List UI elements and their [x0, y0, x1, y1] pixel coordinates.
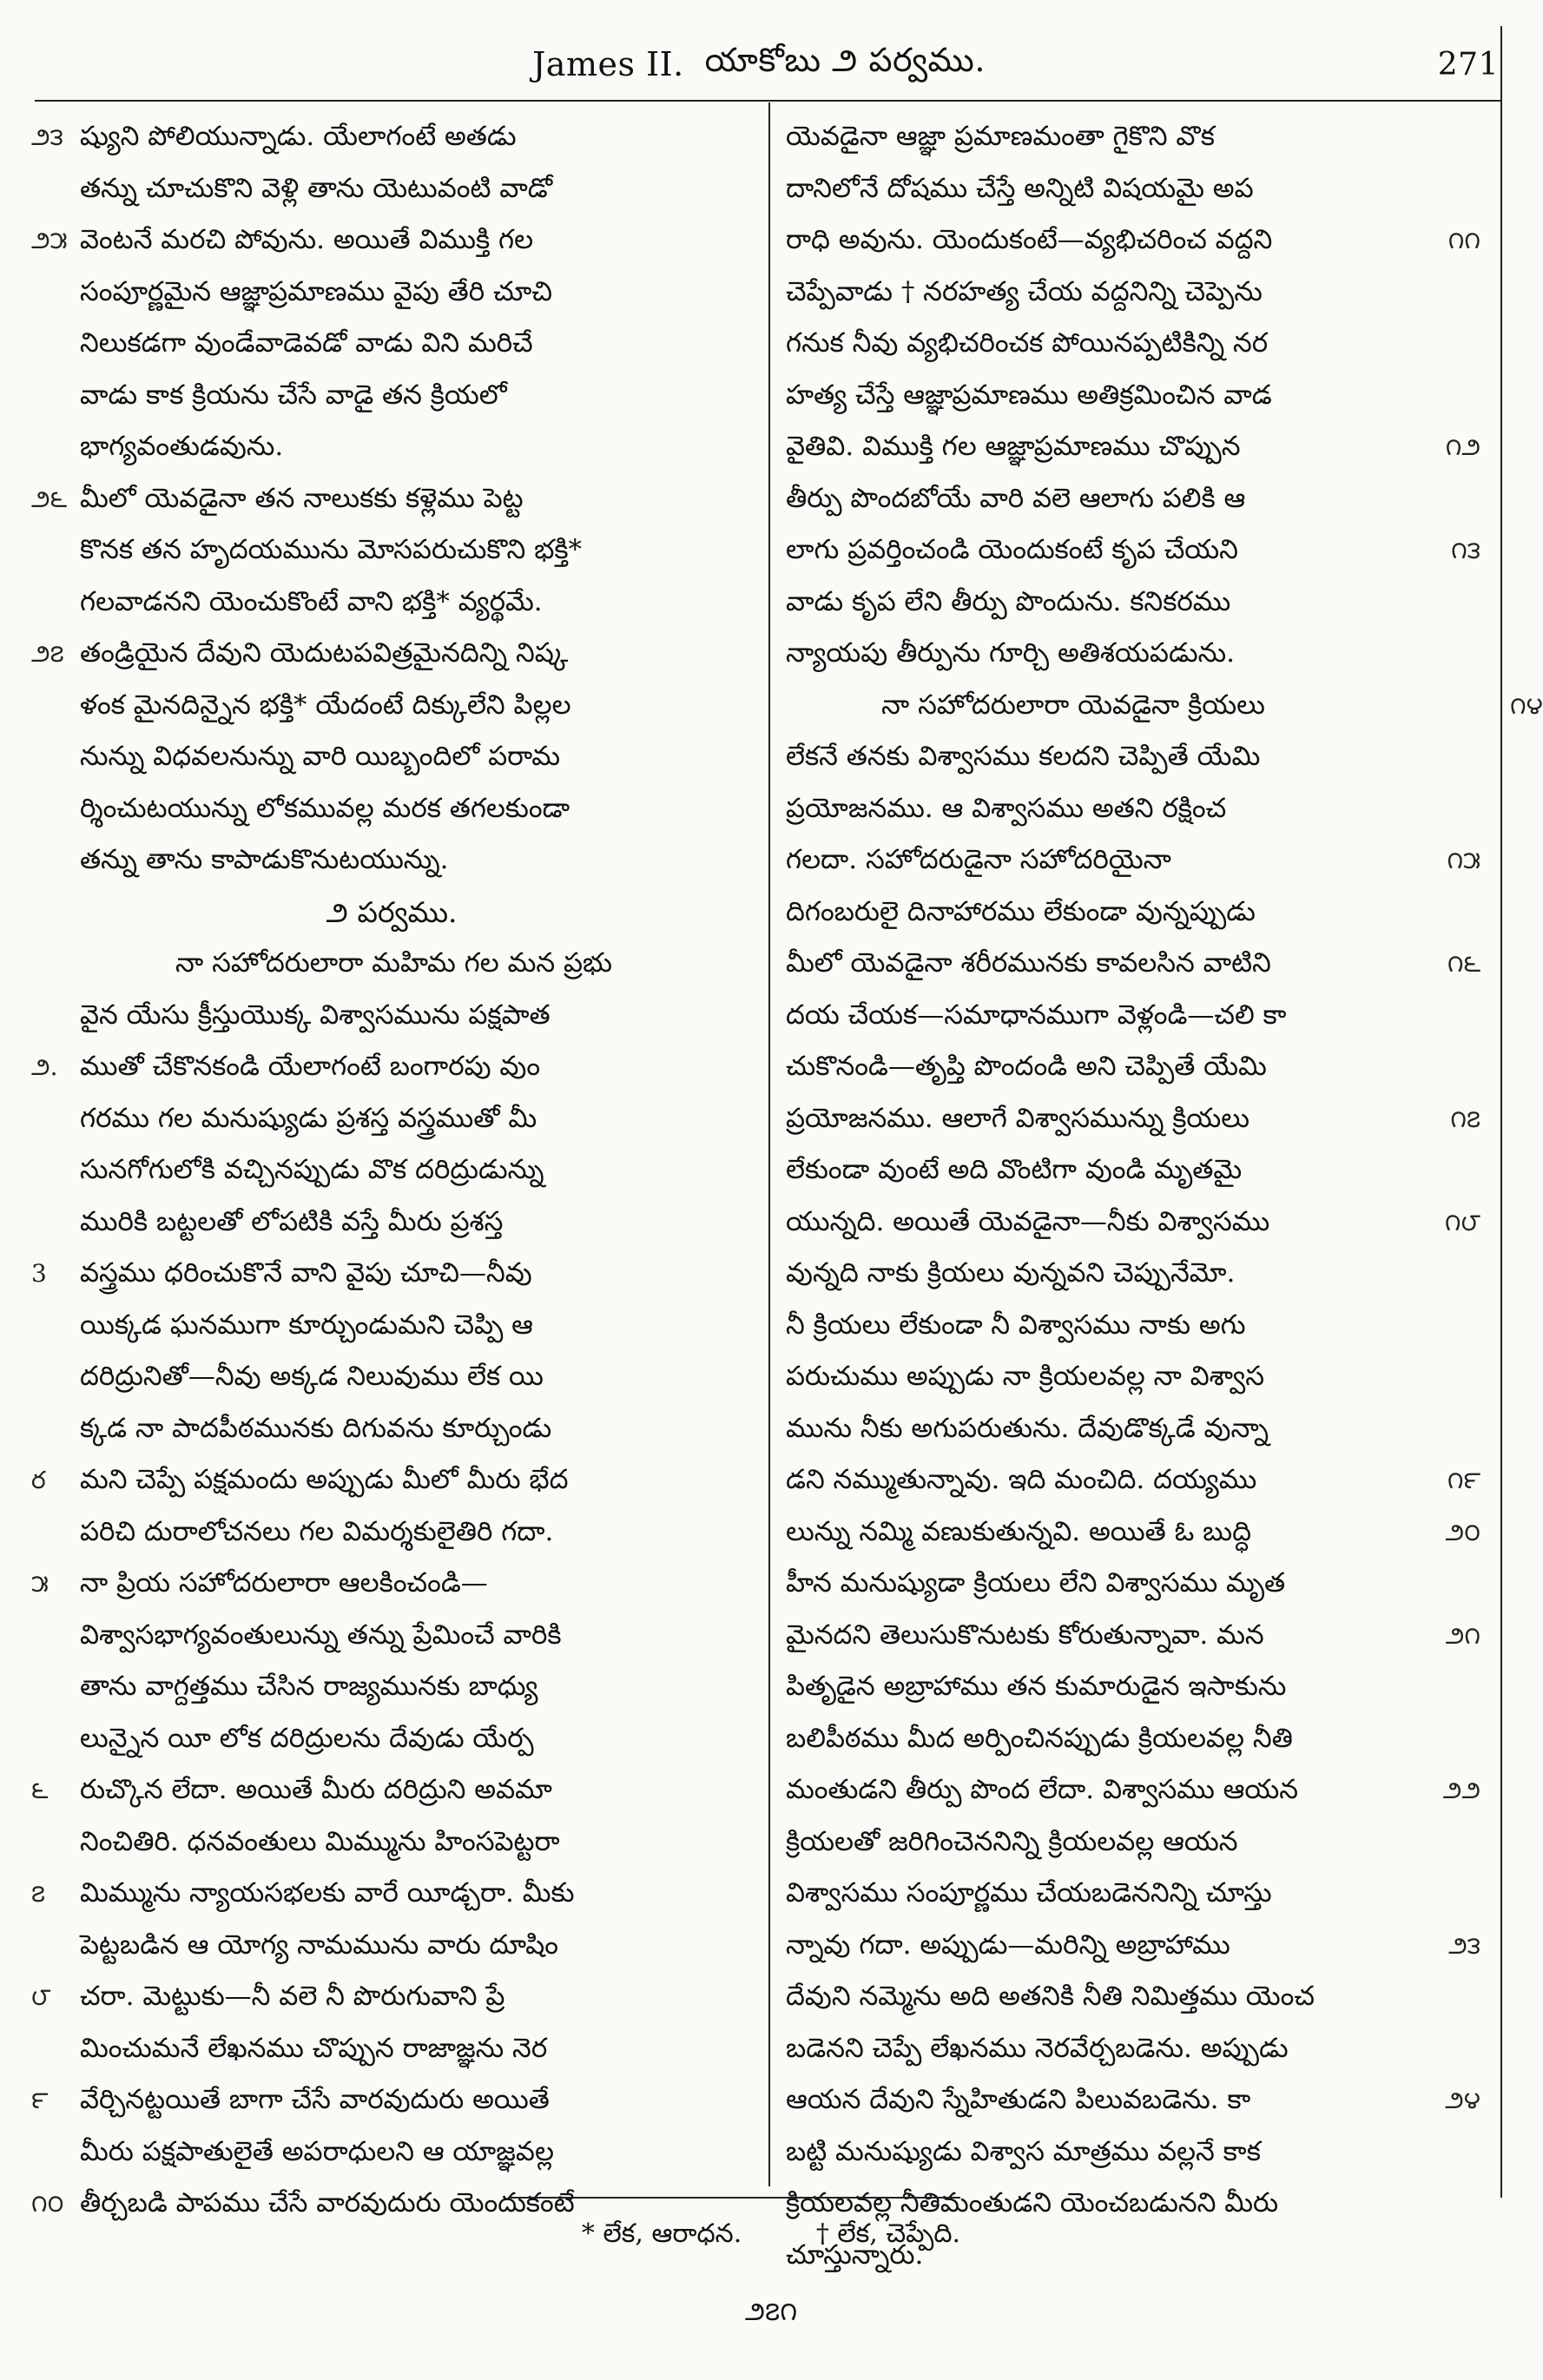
text-line	[786, 1041, 1480, 1093]
text-line	[786, 1300, 1480, 1352]
header-rule	[35, 100, 1502, 102]
text-line	[31, 1351, 752, 1403]
text-line	[786, 680, 1543, 732]
line-text: వాడు కాక క్రియను చేసే వాడై తన క్రియలో	[80, 379, 507, 411]
text-line	[31, 1506, 752, 1559]
text-line	[786, 1713, 1480, 1765]
line-text: మైనదని తెలుసుకొనుటకు కోరుతున్నావా. మన	[786, 1619, 1264, 1651]
line-text: లేకుండా వుంటే అది వొంటిగా వుండి మృతమై	[786, 1154, 1243, 1185]
text-line	[786, 2023, 1480, 2075]
line-text: బట్టి మనుష్యుడు విశ్వాస మాత్రము వల్లనే కాక	[786, 2135, 1261, 2167]
text-line	[31, 1041, 752, 1093]
line-text: హీన మనుష్యుడా క్రియలు లేని విశ్వాసము మృత	[786, 1567, 1286, 1599]
line-text: నా సహోదరులారా మహిమ గల మన ప్రభు	[175, 947, 613, 979]
line-text: వెంటనే మరచి పోవును. అయితే విముక్తి గల	[80, 224, 534, 255]
line-text: వస్త్రము ధరించుకొనే వాని వైపు చూచి—నీవు	[80, 1257, 532, 1289]
line-text: నీ క్రియలు లేకుండా నీ విశ్వాసము నాకు అగు	[786, 1309, 1246, 1341]
text-line	[786, 214, 1480, 267]
text-line	[786, 163, 1480, 215]
verse-number: ౨౧	[1445, 1620, 1480, 1650]
text-line	[31, 421, 752, 473]
line-text: గలదా. సహోదరుడైనా సహోదరియైనా	[786, 844, 1171, 875]
line-text: తీర్పు పొందబోయే వారి వలె ఆలాగు పలికి ఆ	[786, 482, 1246, 514]
text-line	[31, 1920, 752, 1972]
verse-number: ౬	[31, 1776, 49, 1804]
text-line	[786, 1197, 1480, 1249]
text-line	[31, 2023, 752, 2075]
verse-number: ౫	[31, 1569, 49, 1598]
text-line	[31, 1454, 752, 1506]
text-line	[786, 1610, 1480, 1662]
text-line	[786, 938, 1480, 990]
verse-number: ౨.	[31, 1052, 58, 1081]
page-number: 271	[1437, 46, 1499, 82]
line-text: దరిద్రునితో—నీవు అక్కడ నిలువుము లేక యి	[80, 1361, 544, 1392]
right-column	[786, 111, 1543, 2281]
verse-number: ౧౨	[1445, 432, 1480, 461]
line-text: చూస్తున్నారు.	[786, 2238, 924, 2271]
running-header-title: యాకోబు ౨ పర్వము.	[704, 41, 986, 79]
text-line	[786, 473, 1480, 525]
text-line	[31, 1558, 752, 1610]
left-column	[31, 111, 752, 2230]
text-line	[31, 111, 752, 163]
line-text: ళంక మైనదిన్నైన భక్తి* యేదంటే దిక్కులేని పిల్లల	[80, 689, 571, 721]
line-text: గలవాడనని యెంచుకొంటే వాని భక్తి* వ్యర్థమే.	[80, 585, 543, 617]
line-text: తీర్చబడి పాపము చేసే వారవుదురు యెందుకంటే	[80, 2187, 575, 2218]
text-line	[31, 2074, 752, 2126]
line-text: రుచ్కొన లేదా. అయితే మీరు దరిద్రుని అవమా	[80, 1774, 552, 1805]
verse-number: ౨౨	[1442, 1776, 1480, 1804]
text-line	[786, 1868, 1480, 1920]
line-text: లేకనే తనకు విశ్వాసము కలదని చెప్పితే యేమి	[786, 741, 1261, 772]
text-line	[31, 267, 752, 319]
text-line	[31, 524, 752, 577]
line-text: చరా. మెట్టుకు—నీ వలె నీ పొరుగువాని ప్రే	[80, 1981, 505, 2012]
text-line	[786, 1816, 1480, 1869]
line-text: యున్నది. అయితే యెవడైనా—నీకు విశ్వాసము	[786, 1205, 1270, 1237]
text-line	[786, 783, 1480, 835]
text-line	[31, 1144, 752, 1197]
line-text: లున్ను నమ్మి వణుకుతున్నవి. అయితే ఓ బుద్ధి	[786, 1515, 1251, 1547]
text-line	[786, 1093, 1480, 1145]
line-text: వైన యేసు క్రీస్తుయొక్క విశ్వాసమును పక్షపాత	[80, 999, 551, 1031]
line-text: భాగ్యవంతుడవును.	[80, 431, 284, 462]
line-text: క్రియలతో జరిగించెననిన్ని క్రియలవల్ల ఆయన	[786, 1825, 1238, 1857]
text-line	[31, 1816, 752, 1869]
line-text: డని నమ్ముతున్నావు. ఇది మంచిది. దయ్యము	[786, 1464, 1257, 1495]
text-line	[31, 1661, 752, 1713]
text-line	[786, 1971, 1480, 2023]
line-text: ప్రయోజనము. ఆ విశ్వాసము అతని రక్షించ	[786, 792, 1227, 824]
verse-number: ౧౭	[1450, 1104, 1480, 1133]
text-line	[786, 1454, 1480, 1506]
line-text: పితృడైన అబ్రాహాము తన కుమారుడైన ఇసాకును	[786, 1671, 1287, 1702]
line-text: మించుమనే లేఖనము చొప్పున రాజాజ్ఞను నెర	[80, 2032, 548, 2064]
line-text: ఆయన దేవుని స్నేహితుడని పిలువబడెను. కా	[786, 2084, 1251, 2115]
text-line	[31, 1300, 752, 1352]
text-line	[786, 524, 1480, 577]
line-text: ౨ పర్వము.	[326, 894, 458, 929]
line-text: మీలో యెవడైనా తన నాలుకకు కళ్లెము పెట్ట	[80, 482, 524, 514]
line-text: పరిచి దురాలోచనలు గల విమర్శకులైతిరి గదా.	[80, 1515, 554, 1547]
text-line	[31, 1197, 752, 1249]
text-line	[786, 887, 1480, 939]
text-line	[786, 577, 1480, 629]
verse-number: ౨౭	[31, 639, 64, 668]
line-text: నా ప్రియ సహోదరులారా ఆలకించండి—	[80, 1567, 488, 1599]
line-text: దానిలోనే దోషము చేస్తే అన్నిటి విషయమై అప	[786, 172, 1254, 204]
text-line	[786, 628, 1480, 680]
running-header	[35, 38, 1499, 90]
text-line	[786, 1764, 1480, 1816]
line-text: సంపూర్ణమైన ఆజ్ఞాప్రమాణము వైపు తేరి చూచి	[80, 275, 553, 307]
text-line	[786, 834, 1480, 887]
text-line	[31, 214, 752, 267]
text-line	[786, 370, 1480, 422]
verse-number: ౧౩	[1451, 536, 1480, 564]
line-text: ర్శించుటయున్ను లోకమువల్ల మరక తగలకుండా	[80, 792, 570, 824]
line-text: మని చెప్పే పక్షమందు అప్పుడు మీలో మీరు భేద	[80, 1464, 569, 1495]
text-line	[31, 680, 752, 732]
line-text: మురికి బట్టలతో లోపటికి వస్తే మీరు ప్రశస్త	[80, 1205, 504, 1237]
text-line	[786, 1920, 1480, 1972]
line-text: మును నీకు అగుపరుతును. దేవుడొక్కడే వున్నా	[786, 1412, 1269, 1444]
verse-number: ౨౦	[1445, 1517, 1480, 1546]
text-line	[31, 1610, 752, 1662]
verse-number: ౯	[31, 2086, 49, 2114]
text-line	[31, 577, 752, 629]
text-line	[31, 1713, 752, 1765]
text-line	[31, 1868, 752, 1920]
line-text: మీరు పక్షపాతులైతే అపరాధులని ఆ యాజ్ఞవల్ల	[80, 2135, 554, 2167]
line-text: మీలో యెవడైనా శరీరమునకు కావలసిన వాటిని	[786, 947, 1271, 979]
text-line	[786, 1661, 1480, 1713]
text-line	[31, 628, 752, 680]
text-line	[31, 938, 752, 990]
verse-number: 3	[31, 1259, 47, 1288]
verse-number: ౧౬	[1447, 949, 1480, 978]
line-text: క్కడ నా పాదపీఠమునకు దిగువను కూర్చుండు	[80, 1412, 552, 1444]
line-text: వేర్చినట్టయితే బాగా చేసే వారవుదురు అయితే	[80, 2084, 550, 2115]
line-text: న్యాయపు తీర్పును గూర్చి అతిశయపడును.	[786, 637, 1235, 669]
line-text: దేవుని నమ్మెను అది అతనికి నీతి నిమిత్తము యెంచ	[786, 1981, 1315, 2012]
text-line	[31, 473, 752, 525]
verse-number: ౮	[31, 1982, 51, 2011]
line-text: తండ్రియైన దేవుని యెదుటపవిత్రమైనదిన్ని నిష్క	[80, 637, 569, 669]
text-line	[31, 990, 752, 1042]
verse-number: ౧౮	[1444, 1207, 1480, 1236]
column-divider	[768, 102, 770, 2186]
line-text: వైతివి. విముక్తి గల ఆజ్ఞాప్రమాణము చొప్పున	[786, 431, 1241, 462]
line-text: తాను వాగ్దత్తము చేసిన రాజ్యమునకు బాధ్యు	[80, 1671, 538, 1702]
line-text: యెవడైనా ఆజ్ఞా ప్రమాణమంతా గైకొని వొక	[786, 121, 1215, 152]
line-text: నా సహోదరులారా యెవడైనా క్రియలు	[881, 689, 1265, 721]
text-line	[786, 990, 1480, 1042]
line-text: నున్ను విధవలనున్ను వారి యిబ్బందిలో పరామ	[80, 741, 561, 772]
line-text: లాగు ప్రవర్తించండి యెందుకంటే కృప చేయని	[786, 534, 1238, 565]
line-text: మిమ్మును న్యాయసభలకు వారే యీడ్చరా. మీకు	[80, 1877, 575, 1909]
line-text: పెట్టబడిన ఆ యోగ్య నామమును వారు దూషిం	[80, 1928, 558, 1961]
line-text: న్నావు గదా. అప్పుడు—మరిన్ని అబ్రాహాము	[786, 1928, 1230, 1961]
line-text: నిలుకడగా వుండేవాడెవడో వాడు విని మరిచే	[80, 327, 533, 359]
text-line	[31, 1403, 752, 1455]
verse-number: ౧౫	[1447, 846, 1480, 874]
line-text: లున్నైన యీ లోక దరిద్రులను దేవుడు యేర్ప	[80, 1722, 534, 1754]
line-text: వున్నది నాకు క్రియలు వున్నవని చెప్పునేమో.	[786, 1257, 1236, 1289]
line-text: యిక్కడ ఘనముగా కూర్చుండుమని చెప్పి ఆ	[80, 1309, 533, 1341]
text-line	[31, 1093, 752, 1145]
verse-number: ౨౪	[1445, 2086, 1480, 2114]
text-line	[786, 1558, 1480, 1610]
line-text: హత్య చేస్తే ఆజ్ఞాప్రమాణము అతిక్రమించిన వాడ	[786, 379, 1272, 411]
text-line	[786, 731, 1480, 783]
footnote-rule	[509, 2197, 960, 2199]
verse-number: ౧౯	[1447, 1466, 1480, 1494]
verse-number: ౭	[31, 1879, 46, 1908]
text-line	[31, 731, 752, 783]
verse-number: ౧౦	[31, 2189, 64, 2218]
line-text: విశ్వాసము సంపూర్ణము చేయబడెననిన్ని చూస్తు	[786, 1877, 1272, 1909]
verse-number: ౧౧	[1447, 226, 1480, 254]
line-text: బలిపీఠము మీద అర్పించినప్పుడు క్రియలవల్ల నీతి	[786, 1722, 1293, 1754]
line-text: దిగంబరులై దినాహారము లేకుండా వున్నప్పుడు	[786, 895, 1256, 927]
text-line	[31, 370, 752, 422]
line-text: తన్ను తాను కాపాడుకొనుటయున్ను.	[80, 844, 449, 875]
text-line	[786, 1248, 1480, 1300]
verse-number: ౨౩	[1448, 1930, 1480, 1960]
text-line	[31, 1248, 752, 1300]
text-line	[31, 163, 752, 215]
line-text: బడెనని చెప్పే లేఖనము నెరవేర్చబడెను. అప్పుడు	[786, 2032, 1289, 2064]
text-line	[786, 267, 1480, 319]
text-line	[786, 421, 1480, 473]
text-line	[786, 1351, 1480, 1403]
line-text: సునగోగులోకి వచ్చినప్పుడు వొక దరిద్రుడున్ను	[80, 1154, 544, 1185]
line-text: పరుచుము అప్పుడు నా క్రియలవల్ల నా విశ్వాస	[786, 1361, 1264, 1392]
text-line	[31, 318, 752, 370]
text-line	[31, 834, 752, 887]
line-text: క్రియలవల్ల నీతిమంతుడని యెంచబడునని మీరు	[786, 2187, 1279, 2218]
text-line	[31, 2126, 752, 2179]
text-line	[31, 1971, 752, 2023]
line-text: చెప్పేవాడు † నరహత్య చేయ వద్దనిన్ని చెప్పెను	[786, 275, 1263, 307]
line-text: మంతుడని తీర్పు పొంద లేదా. విశ్వాసము ఆయన	[786, 1774, 1299, 1805]
running-header-left: James II.	[532, 45, 684, 83]
verse-number: ౨౬	[31, 484, 68, 513]
line-text: చుకొనండి—తృప్తి పొందండి అని చెప్పితే యేమి	[786, 1051, 1267, 1082]
line-text: దయ చేయక—సమాధానముగా వెళ్లండి—చలి కా	[786, 999, 1287, 1031]
verse-number: ౧౪	[1510, 690, 1543, 720]
line-text: గరము గల మనుష్యుడు ప్రశస్త వస్త్రముతో మీ	[80, 1102, 537, 1134]
line-text: వాడు కృప లేని తీర్పు పొందును. కనికరము	[786, 585, 1231, 617]
text-line	[31, 783, 752, 835]
text-line	[786, 1403, 1480, 1455]
line-text: ష్యుని పోలియున్నాడు. యేలాగంటే అతడు	[80, 121, 517, 152]
footnote-1: * లేక, ఆరాధన.	[581, 2218, 742, 2249]
text-line	[786, 1506, 1480, 1559]
verse-number: ర	[31, 1466, 46, 1494]
verse-number: ౨౫	[31, 226, 68, 254]
line-text: నించితిరి. ధనవంతులు మిమ్మును హింసపెట్టరా	[80, 1825, 560, 1857]
line-text: కొనక తన హృదయమును మోసపరుచుకొని భక్తి*	[80, 534, 583, 565]
footnote-2: † లేక, చెప్పేది.	[815, 2218, 961, 2249]
text-line	[786, 1144, 1480, 1197]
line-text: గనుక నీవు వ్యభిచరించక పోయినప్పటికిన్ని నర	[786, 327, 1269, 359]
text-line	[786, 2074, 1480, 2126]
text-line	[786, 318, 1480, 370]
line-text: విశ్వాసభాగ్యవంతులున్ను తన్ను ప్రేమించే వారికి	[80, 1619, 562, 1651]
line-text: ప్రయోజనము. ఆలాగే విశ్వాసమున్ను క్రియలు	[786, 1102, 1250, 1134]
footnotes	[0, 2218, 1542, 2255]
text-line	[31, 1764, 752, 1816]
line-text: రాధి అవును. యెందుకంటే—వ్యభిచరించ వద్దని	[786, 224, 1273, 255]
text-line	[786, 2126, 1480, 2179]
line-text: తన్ను చూచుకొని వెళ్లి తాను యెటువంటి వాడో	[80, 172, 553, 204]
verse-number: ౨౩	[31, 122, 63, 151]
section-heading	[31, 887, 752, 939]
text-line	[786, 111, 1480, 163]
signature-mark: ౨౭౧	[744, 2297, 798, 2327]
line-text: ముతో చేకొనకండి యేలాగంటే బంగారపు వుం	[80, 1051, 541, 1082]
